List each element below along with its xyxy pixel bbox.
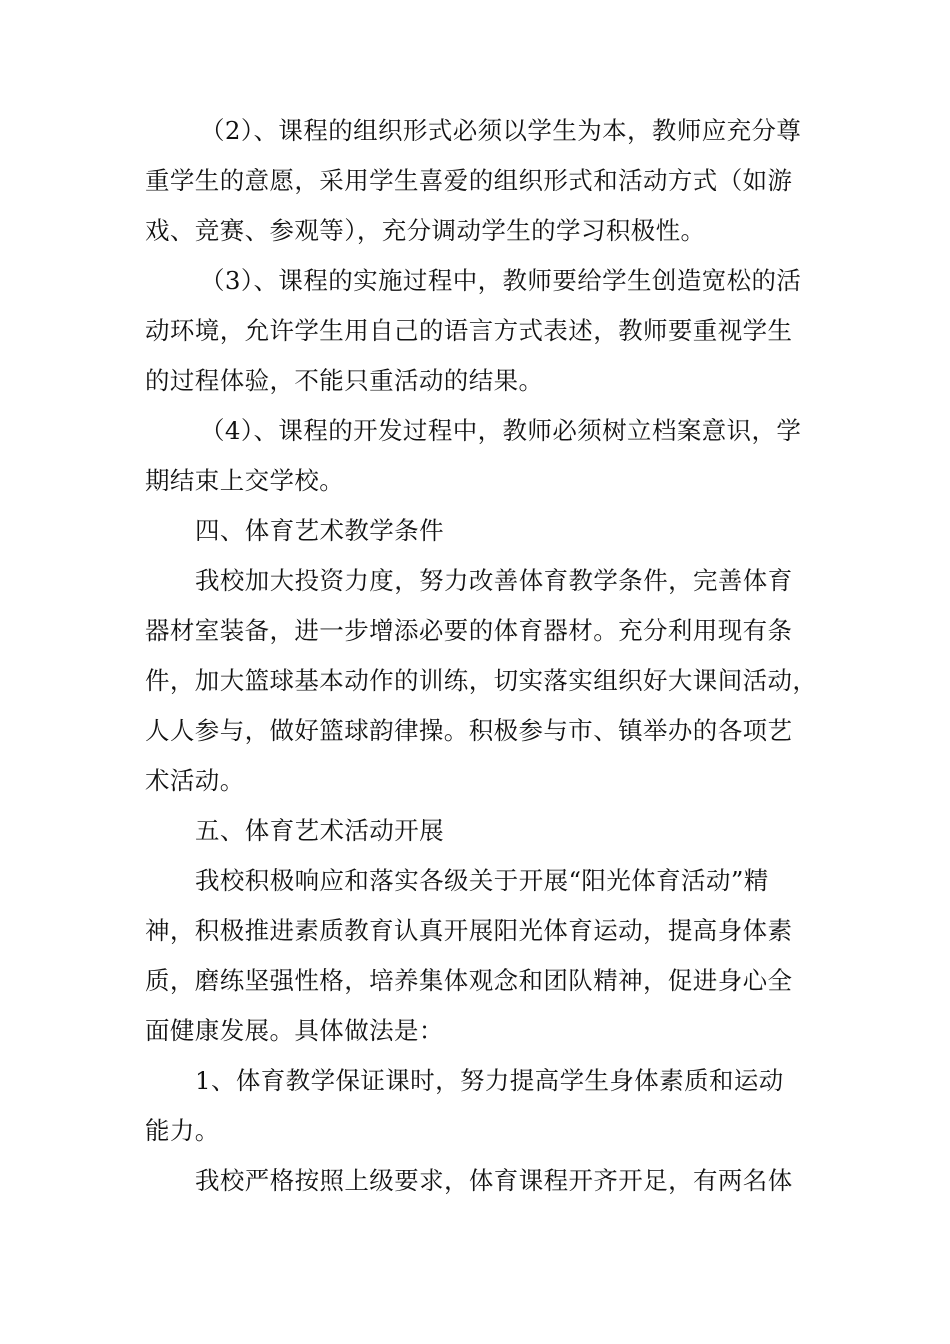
text-line: 件，加大篮球基本动作的训练，切实落实组织好大课间活动， — [145, 666, 818, 695]
text-line: （4）、课程的开发过程中，教师必须树立档案意识，学 — [200, 416, 802, 445]
text-line: 术活动。 — [145, 766, 245, 795]
text-line: 我校积极响应和落实各级关于开展“阳光体育活动”精 — [195, 866, 769, 895]
text-line: 的过程体验，不能只重活动的结果。 — [145, 366, 544, 395]
text-line: 质，磨练坚强性格，培养集体观念和团队精神，促进身心全 — [145, 966, 793, 995]
text-line: 人人参与，做好篮球韵律操。积极参与市、镇举办的各项艺 — [145, 716, 793, 745]
text-line: 面健康发展。具体做法是： — [145, 1016, 444, 1045]
text-line: 我校严格按照上级要求，体育课程开齐开足，有两名体 — [195, 1166, 793, 1195]
text-line: 戏、竞赛、参观等），充分调动学生的学习积极性。 — [145, 216, 706, 245]
section-heading: 五、体育艺术活动开展 — [195, 816, 444, 845]
text-line: 器材室装备，进一步增添必要的体育器材。充分利用现有条 — [145, 616, 793, 645]
text-line: 神，积极推进素质教育认真开展阳光体育运动，提高身体素 — [145, 916, 793, 945]
text-line: （3）、课程的实施过程中，教师要给学生创造宽松的活 — [200, 266, 802, 295]
section-heading: 四、体育艺术教学条件 — [195, 516, 444, 545]
text-line: 期结束上交学校。 — [145, 466, 345, 495]
text-line: （2）、课程的组织形式必须以学生为本，教师应充分尊 — [200, 116, 802, 145]
text-line: 重学生的意愿，采用学生喜爱的组织形式和活动方式（如游 — [145, 166, 793, 195]
text-line: 能力。 — [145, 1116, 220, 1145]
text-line: 动环境，允许学生用自己的语言方式表述，教师要重视学生 — [145, 316, 793, 345]
text-line: 我校加大投资力度，努力改善体育教学条件，完善体育 — [195, 566, 793, 595]
text-line: 1、体育教学保证课时，努力提高学生身体素质和运动 — [195, 1066, 784, 1095]
